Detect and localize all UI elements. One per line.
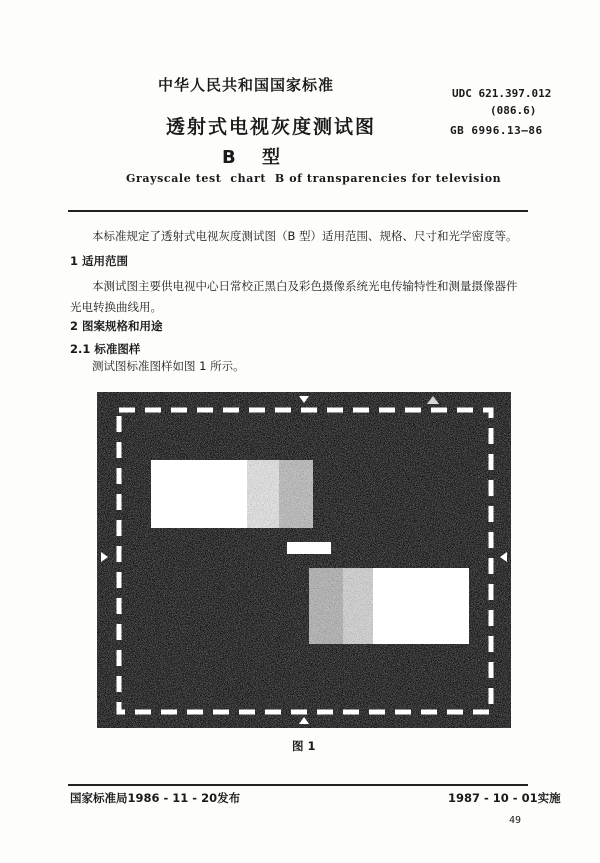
test-chart-graphic xyxy=(97,392,511,728)
chart-speckle xyxy=(97,392,511,728)
section-1-paragraph: 本测试图主要供电视中心日常校正黑白及彩色摄像系统光电传输特性和测量摄像器件光电转换曲线用。 xyxy=(70,279,518,314)
section-2-1-paragraph: 测试图标准图样如图 1 所示。 xyxy=(92,359,245,373)
section-1-heading: 1 适用范围 xyxy=(70,254,129,268)
standard-name: 中华人民共和国国家标准 xyxy=(158,76,335,94)
figure-caption: 图 1 xyxy=(292,739,316,753)
upper-step-2-grain xyxy=(247,460,279,528)
lower-gray-strip xyxy=(309,568,469,644)
intro-paragraph: 本标准规定了透射式电视灰度测试图（B 型）适用范围、规格、尺寸和光学密度等。 xyxy=(92,229,518,243)
udc-subnumber: (086.6) xyxy=(490,104,537,117)
lower-step-white xyxy=(373,568,469,644)
upper-step-3-grain xyxy=(279,460,313,528)
grayscale-test-chart-figure xyxy=(97,392,511,728)
document-title: 透射式电视灰度测试图 xyxy=(166,116,377,138)
center-reference-bar xyxy=(287,542,331,554)
lower-step-2-grain xyxy=(343,568,373,644)
top-divider xyxy=(68,210,528,212)
upper-step-white xyxy=(151,460,247,528)
gb-number: GB 6996.13—86 xyxy=(450,124,543,137)
upper-gray-strip xyxy=(151,460,313,528)
english-title: Grayscale test chart B of transparencies for television xyxy=(126,172,502,185)
document-subtitle: B 型 xyxy=(222,147,290,168)
lower-step-1-grain xyxy=(309,568,343,644)
issue-date: 国家标准局1986 - 11 - 20发布 xyxy=(70,791,241,805)
implementation-date: 1987 - 10 - 01实施 xyxy=(448,791,561,805)
udc-number: UDC 621.397.012 xyxy=(452,87,552,100)
bottom-divider xyxy=(68,784,528,786)
section-2-heading: 2 图案规格和用途 xyxy=(70,319,163,333)
page-number: 49 xyxy=(509,815,522,826)
section-2-1-heading: 2.1 标准图样 xyxy=(70,342,141,356)
